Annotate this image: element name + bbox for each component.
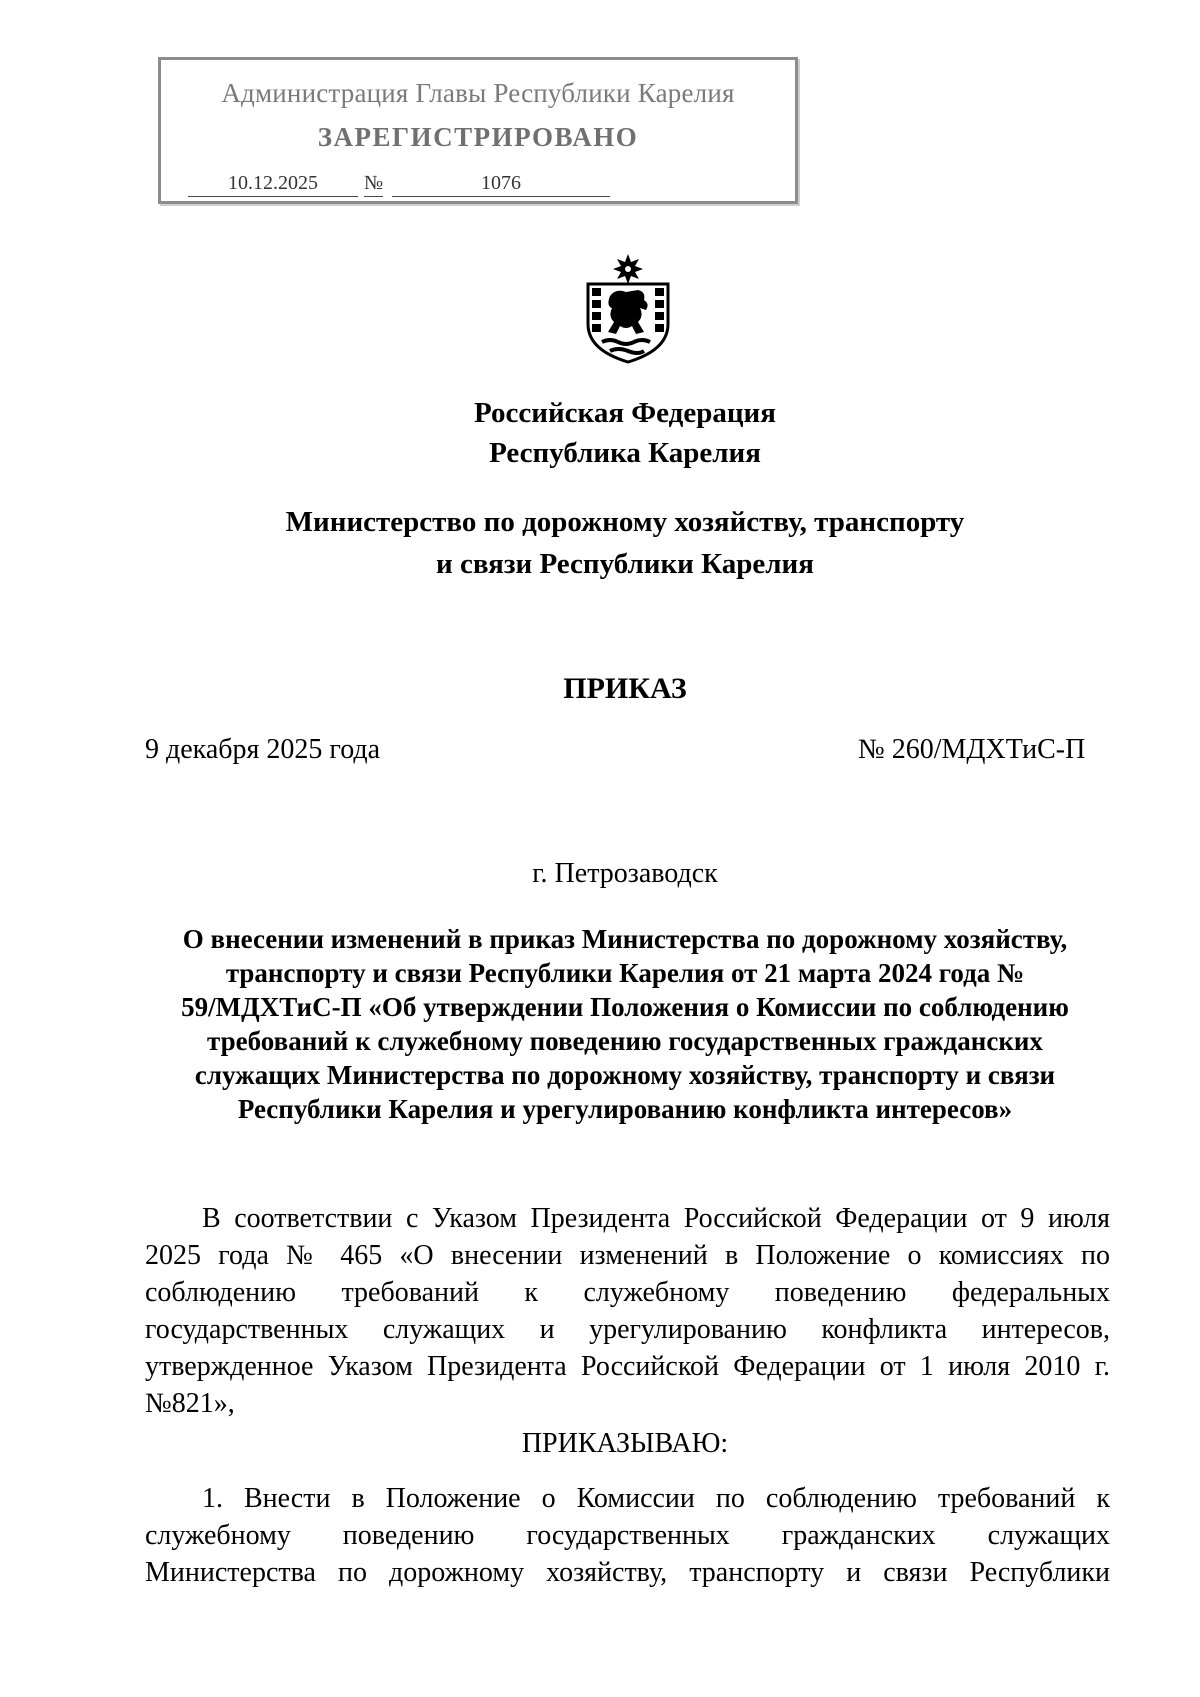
subject-line: служащих Министерства по дорожному хозяйству, транспорту и связи (194, 1060, 1056, 1090)
subject-line: Республики Карелия и урегулированию конфликта интересов» (237, 1094, 1013, 1124)
order-city: г. Петрозаводск (532, 858, 718, 889)
subject-line: требований к служебному поведению государственных гражданских (207, 1026, 1043, 1056)
preamble-line: 2025 года № 465 «О внесении изменений в Положение о комиссиях по (145, 1240, 1110, 1271)
header-federation: Российская Федерация (474, 397, 776, 429)
decree-word: ПРИКАЗЫВАЮ: (521, 1428, 729, 1459)
subject-line: 59/МДХТиС-П «Об утверждении Положения о Комиссии по соблюдению (181, 992, 1069, 1022)
karelia-coat-of-arms-icon (582, 252, 674, 364)
subject-line: транспорту и связи Республики Карелия от 21 марта 2024 года № (225, 958, 1025, 988)
item-1-paragraph (145, 1480, 1110, 1591)
stamp-status: ЗАРЕГИСТРИРОВАНО (317, 122, 639, 152)
preamble-paragraph (145, 1200, 1110, 1422)
stamp-number-label: № (364, 172, 383, 197)
preamble-line: утвержденное Указом Президента Российской Федерации от 1 июля 2010 г. (145, 1351, 1110, 1382)
header-republic: Республика Карелия (489, 437, 761, 469)
header-ministry-line2: и связи Республики Карелия (436, 548, 814, 580)
stamp-number: 1076 (392, 172, 610, 197)
item-1-line: Министерства по дорожному хозяйству, транспорту и связи Республики (145, 1557, 1110, 1588)
item-1-line: 1. Внести в Положение о Комиссии по соблюдению требований к (202, 1483, 1110, 1514)
order-date: 9 декабря 2025 года (145, 734, 381, 765)
header-ministry-line1: Министерство по дорожному хозяйству, транспорту (285, 506, 965, 538)
preamble-line: государственных служащих и урегулированию конфликта интересов, (145, 1314, 1110, 1345)
order-number: № 260/МДХТиС-П (858, 734, 1086, 765)
subject-line: О внесении изменений в приказ Министерства по дорожному хозяйству, (182, 924, 1068, 954)
stamp-date: 10.12.2025 (188, 172, 358, 197)
item-1-line: служебному поведению государственных гражданских служащих (145, 1520, 1110, 1551)
stamp-organization: Администрация Главы Республики Карелия (221, 78, 735, 108)
order-title: ПРИКАЗ (563, 672, 687, 705)
registration-stamp (158, 57, 798, 204)
preamble-line: №821», (145, 1388, 235, 1419)
preamble-line: соблюдению требований к служебному поведению федеральных (145, 1277, 1110, 1308)
preamble-line: В соответствии с Указом Президента Российской Федерации от 9 июля (202, 1203, 1110, 1234)
order-subject (140, 922, 1110, 1126)
